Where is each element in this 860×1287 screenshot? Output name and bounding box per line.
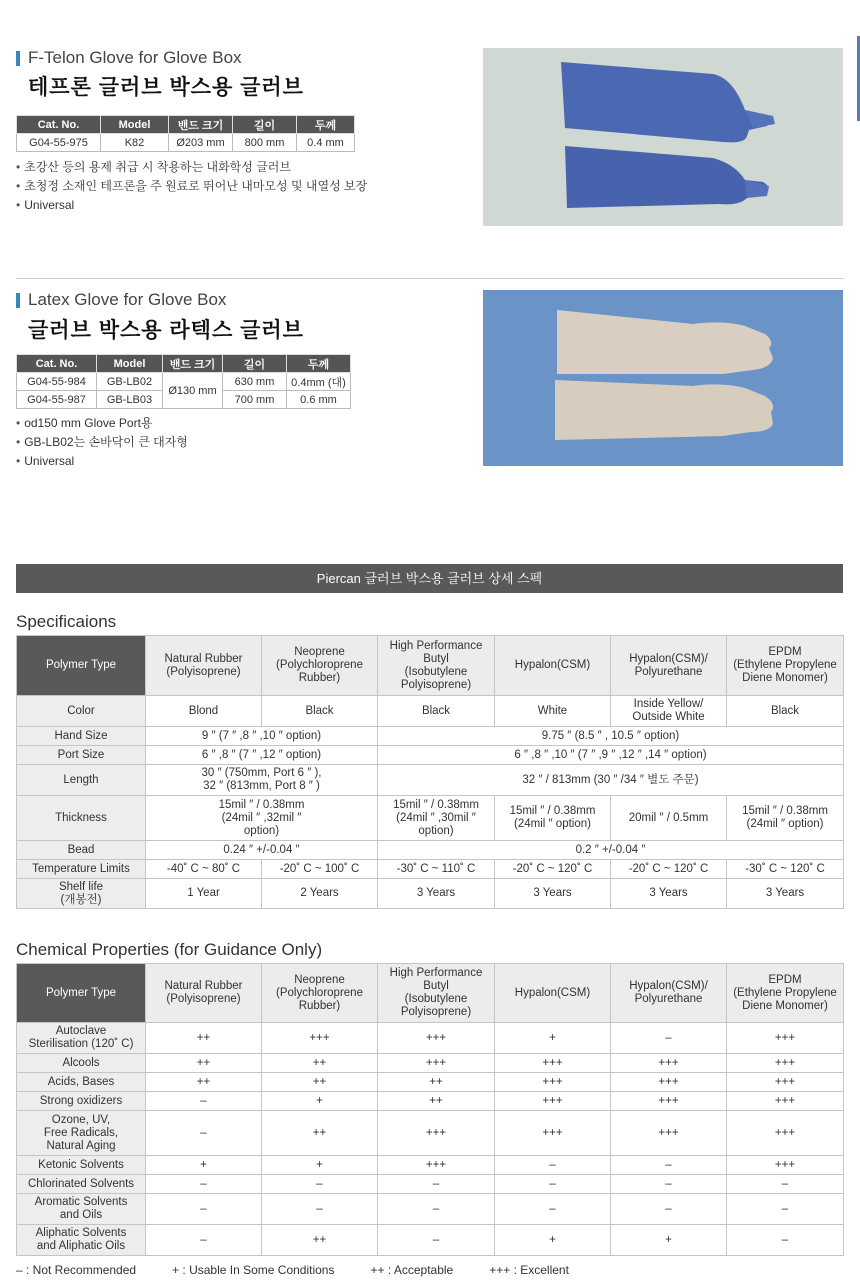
product-features bbox=[16, 414, 188, 471]
table-row bbox=[17, 1225, 844, 1256]
table-header-row bbox=[17, 636, 844, 696]
cell: 6 ″ ,8 ″ ,10 ″ (7 ″ ,9 ″ ,12 ″ ,14 ″ option) bbox=[378, 746, 844, 765]
col-epdm: EPDM (Ethylene Propylene Diene Monomer) bbox=[727, 964, 844, 1023]
product-spec-table bbox=[16, 354, 351, 409]
cell: + bbox=[495, 1023, 611, 1054]
row-label: Temperature Limits bbox=[17, 860, 146, 879]
title-accent-bar bbox=[16, 293, 20, 308]
cell: 30 ″ (750mm, Port 6 ″ ), 32 ″ (813mm, Port 8 ″ ) bbox=[146, 765, 378, 796]
glove-image bbox=[483, 48, 843, 226]
col-natural-rubber: Natural Rubber (Polyisoprene) bbox=[146, 636, 262, 696]
row-label: Port Size bbox=[17, 746, 146, 765]
row-label: Hand Size bbox=[17, 727, 146, 746]
cell: +++ bbox=[727, 1111, 844, 1156]
row-label: Alcools bbox=[17, 1054, 146, 1073]
cell: ++ bbox=[262, 1225, 378, 1256]
table-row bbox=[17, 765, 844, 796]
table-header-row bbox=[17, 964, 844, 1023]
cell: +++ bbox=[727, 1156, 844, 1175]
col-header: Model bbox=[97, 355, 163, 373]
cell: +++ bbox=[262, 1023, 378, 1054]
cell: 6 ″ ,8 ″ (7 ″ ,12 ″ option) bbox=[146, 746, 378, 765]
cell: +++ bbox=[611, 1054, 727, 1073]
cell: +++ bbox=[378, 1156, 495, 1175]
polymer-type-header: Polymer Type bbox=[17, 636, 146, 696]
col-hypalon: Hypalon(CSM) bbox=[495, 964, 611, 1023]
cat-no: G04-55-984 bbox=[17, 373, 97, 391]
cell: 15mil ″ / 0.38mm (24mil ″ ,32mil ″ option) bbox=[146, 796, 378, 841]
cell: – bbox=[146, 1225, 262, 1256]
cell: ++ bbox=[262, 1111, 378, 1156]
length: 700 mm bbox=[223, 391, 287, 409]
col-header: 길이 bbox=[223, 355, 287, 373]
cell: – bbox=[727, 1225, 844, 1256]
cell: – bbox=[727, 1194, 844, 1225]
row-label: Autoclave Sterilisation (120˚ C) bbox=[17, 1023, 146, 1054]
row-label: Strong oxidizers bbox=[17, 1092, 146, 1111]
cell: + bbox=[495, 1225, 611, 1256]
list-item: • Universal bbox=[16, 452, 188, 471]
table-row bbox=[17, 746, 844, 765]
list-item: • GB-LB02는 손바닥이 큰 대자형 bbox=[16, 433, 188, 452]
product-features bbox=[16, 158, 367, 215]
cat-no: G04-55-975 bbox=[17, 134, 101, 152]
length: 630 mm bbox=[223, 373, 287, 391]
cell: 3 Years bbox=[495, 879, 611, 909]
cell: Inside Yellow/ Outside White bbox=[611, 696, 727, 727]
col-hypalon-pu: Hypalon(CSM)/ Polyurethane bbox=[611, 636, 727, 696]
table-header-row bbox=[17, 355, 351, 373]
cell: 15mil ″ / 0.38mm (24mil ″ option) bbox=[727, 796, 844, 841]
legend-item: – : Not Recommended bbox=[16, 1263, 137, 1277]
legend-item: ++ : Acceptable bbox=[370, 1263, 454, 1277]
row-label: Length bbox=[17, 765, 146, 796]
cell: Blond bbox=[146, 696, 262, 727]
chemical-properties-table bbox=[16, 963, 844, 1256]
row-label: Aromatic Solvents and Oils bbox=[17, 1194, 146, 1225]
cell: + bbox=[611, 1225, 727, 1256]
cell: – bbox=[495, 1156, 611, 1175]
cell: 9.75 ″ (8.5 ″ , 10.5 ″ option) bbox=[378, 727, 844, 746]
table-row bbox=[17, 1023, 844, 1054]
col-header: Cat. No. bbox=[17, 355, 97, 373]
cell: -40˚ C ~ 80˚ C bbox=[146, 860, 262, 879]
table-header-row bbox=[17, 116, 355, 134]
cell: – bbox=[611, 1156, 727, 1175]
table-row bbox=[17, 696, 844, 727]
cell: – bbox=[262, 1194, 378, 1225]
col-header: Model bbox=[101, 116, 169, 134]
teflon-glove-photo bbox=[483, 48, 843, 226]
glove-image bbox=[483, 290, 843, 466]
cell: ++ bbox=[146, 1023, 262, 1054]
row-label: Ozone, UV, Free Radicals, Natural Aging bbox=[17, 1111, 146, 1156]
table-row bbox=[17, 1092, 844, 1111]
cell: 9 ″ (7 ″ ,8 ″ ,10 ″ option) bbox=[146, 727, 378, 746]
cell: – bbox=[611, 1194, 727, 1225]
spec-section-title: Specificaions bbox=[16, 612, 117, 631]
cell: + bbox=[146, 1156, 262, 1175]
table-row bbox=[17, 727, 844, 746]
cell: -20˚ C ~ 100˚ C bbox=[262, 860, 378, 879]
latex-glove-photo bbox=[483, 290, 843, 466]
cell: – bbox=[495, 1175, 611, 1194]
cell: ++ bbox=[378, 1073, 495, 1092]
col-header: Cat. No. bbox=[17, 116, 101, 134]
cell: +++ bbox=[611, 1111, 727, 1156]
table-row bbox=[17, 1156, 844, 1175]
cell: – bbox=[378, 1225, 495, 1256]
col-butyl: High Performance Butyl (Isobutylene Polyisoprene) bbox=[378, 964, 495, 1023]
cell: +++ bbox=[727, 1023, 844, 1054]
cell: +++ bbox=[378, 1023, 495, 1054]
cell: 2 Years bbox=[262, 879, 378, 909]
col-hypalon-pu: Hypalon(CSM)/ Polyurethane bbox=[611, 964, 727, 1023]
cell: -30˚ C ~ 120˚ C bbox=[727, 860, 844, 879]
cell: -20˚ C ~ 120˚ C bbox=[611, 860, 727, 879]
cell: 3 Years bbox=[611, 879, 727, 909]
cell: +++ bbox=[378, 1054, 495, 1073]
table-row bbox=[17, 134, 355, 152]
col-hypalon: Hypalon(CSM) bbox=[495, 636, 611, 696]
cell: -30˚ C ~ 110˚ C bbox=[378, 860, 495, 879]
cell: – bbox=[146, 1111, 262, 1156]
product-title-ko: 글러브 박스용 라텍스 글러브 bbox=[28, 319, 304, 342]
model: GB-LB03 bbox=[97, 391, 163, 409]
cell: 20mil ″ / 0.5mm bbox=[611, 796, 727, 841]
cell: ++ bbox=[262, 1054, 378, 1073]
row-label: Aliphatic Solvents and Aliphatic Oils bbox=[17, 1225, 146, 1256]
cell: ++ bbox=[378, 1092, 495, 1111]
cell: ++ bbox=[146, 1073, 262, 1092]
table-row bbox=[17, 1194, 844, 1225]
cat-no: G04-55-987 bbox=[17, 391, 97, 409]
cell: +++ bbox=[611, 1073, 727, 1092]
cell: 3 Years bbox=[727, 879, 844, 909]
row-label: Shelf life (개봉전) bbox=[17, 879, 146, 909]
col-header: 길이 bbox=[233, 116, 297, 134]
section-divider bbox=[16, 278, 844, 279]
col-header: 두께 bbox=[297, 116, 355, 134]
cell: + bbox=[262, 1156, 378, 1175]
title-accent-bar bbox=[16, 51, 20, 66]
col-header: 두께 bbox=[287, 355, 351, 373]
spec-banner: Piercan 글러브 박스용 글러브 상세 스펙 bbox=[16, 564, 843, 593]
cell: +++ bbox=[495, 1111, 611, 1156]
cell: +++ bbox=[495, 1092, 611, 1111]
model: GB-LB02 bbox=[97, 373, 163, 391]
list-item: • Universal bbox=[16, 196, 367, 215]
row-label: Color bbox=[17, 696, 146, 727]
cell: 3 Years bbox=[378, 879, 495, 909]
cell: – bbox=[378, 1194, 495, 1225]
cell: Black bbox=[727, 696, 844, 727]
list-item: • 초청정 소재인 테프론을 주 원료로 뛰어난 내마모성 및 내열성 보장 bbox=[16, 177, 367, 196]
length: 800 mm bbox=[233, 134, 297, 152]
cell: Black bbox=[262, 696, 378, 727]
legend-item: + : Usable In Some Conditions bbox=[172, 1263, 335, 1277]
chem-section-title: Chemical Properties (for Guidance Only) bbox=[16, 940, 323, 959]
product-spec-table bbox=[16, 115, 355, 152]
table-row bbox=[17, 1111, 844, 1156]
thickness: 0.4 mm bbox=[297, 134, 355, 152]
cell: – bbox=[146, 1175, 262, 1194]
cell: -20˚ C ~ 120˚ C bbox=[495, 860, 611, 879]
row-label: Acids, Bases bbox=[17, 1073, 146, 1092]
cell: 0.2 ″ +/-0.04 ″ bbox=[378, 841, 844, 860]
product-title-ko: 테프론 글러브 박스용 글러브 bbox=[28, 76, 304, 99]
list-item: • 초강산 등의 용제 취급 시 착용하는 내화학성 글러브 bbox=[16, 158, 367, 177]
row-label: Thickness bbox=[17, 796, 146, 841]
cell: – bbox=[378, 1175, 495, 1194]
rating-legend bbox=[16, 1263, 605, 1277]
cell: 1 Year bbox=[146, 879, 262, 909]
table-row bbox=[17, 841, 844, 860]
product-title-en bbox=[16, 290, 226, 310]
cell: 15mil ″ / 0.38mm (24mil ″ ,30mil ″ option) bbox=[378, 796, 495, 841]
cell: +++ bbox=[495, 1073, 611, 1092]
table-row bbox=[17, 860, 844, 879]
cell: +++ bbox=[727, 1073, 844, 1092]
thickness: 0.6 mm bbox=[287, 391, 351, 409]
col-butyl: High Performance Butyl (Isobutylene Polyisoprene) bbox=[378, 636, 495, 696]
cell: +++ bbox=[727, 1092, 844, 1111]
table-row bbox=[17, 879, 844, 909]
row-label: Ketonic Solvents bbox=[17, 1156, 146, 1175]
table-row bbox=[17, 1054, 844, 1073]
table-row bbox=[17, 1175, 844, 1194]
list-item: • od150 mm Glove Port용 bbox=[16, 414, 188, 433]
table-row bbox=[17, 796, 844, 841]
cell: +++ bbox=[611, 1092, 727, 1111]
cell: ++ bbox=[262, 1073, 378, 1092]
cell: +++ bbox=[378, 1111, 495, 1156]
col-natural-rubber: Natural Rubber (Polyisoprene) bbox=[146, 964, 262, 1023]
cell: 32 ″ / 813mm (30 ″ /34 ″ 별도 주문) bbox=[378, 765, 844, 796]
cell: – bbox=[146, 1194, 262, 1225]
band-size: Ø203 mm bbox=[169, 134, 233, 152]
cell: Black bbox=[378, 696, 495, 727]
table-row bbox=[17, 373, 351, 391]
col-header: 밴드 크기 bbox=[169, 116, 233, 134]
col-neoprene: Neoprene (Polychloroprene Rubber) bbox=[262, 636, 378, 696]
cell: +++ bbox=[727, 1054, 844, 1073]
specifications-table bbox=[16, 635, 844, 909]
product-title-en-text: F-Telon Glove for Glove Box bbox=[28, 48, 242, 67]
col-header: 밴드 크기 bbox=[163, 355, 223, 373]
table-row bbox=[17, 1073, 844, 1092]
cell: – bbox=[262, 1175, 378, 1194]
cell: – bbox=[495, 1194, 611, 1225]
cell: – bbox=[727, 1175, 844, 1194]
cell: ++ bbox=[146, 1054, 262, 1073]
cell: + bbox=[262, 1092, 378, 1111]
row-label: Chlorinated Solvents bbox=[17, 1175, 146, 1194]
cell: White bbox=[495, 696, 611, 727]
band-size: Ø130 mm bbox=[163, 373, 223, 409]
cell: – bbox=[146, 1092, 262, 1111]
col-neoprene: Neoprene (Polychloroprene Rubber) bbox=[262, 964, 378, 1023]
cell: – bbox=[611, 1175, 727, 1194]
cell: 15mil ″ / 0.38mm (24mil ″ option) bbox=[495, 796, 611, 841]
cell: 0.24 ″ +/-0.04 ″ bbox=[146, 841, 378, 860]
cell: – bbox=[611, 1023, 727, 1054]
model: K82 bbox=[101, 134, 169, 152]
cell: +++ bbox=[495, 1054, 611, 1073]
product-title-en bbox=[16, 48, 242, 68]
col-epdm: EPDM (Ethylene Propylene Diene Monomer) bbox=[727, 636, 844, 696]
legend-item: +++ : Excellent bbox=[489, 1263, 569, 1277]
polymer-type-header: Polymer Type bbox=[17, 964, 146, 1023]
row-label: Bead bbox=[17, 841, 146, 860]
thickness: 0.4mm (대) bbox=[287, 373, 351, 391]
product-title-en-text: Latex Glove for Glove Box bbox=[28, 290, 227, 309]
